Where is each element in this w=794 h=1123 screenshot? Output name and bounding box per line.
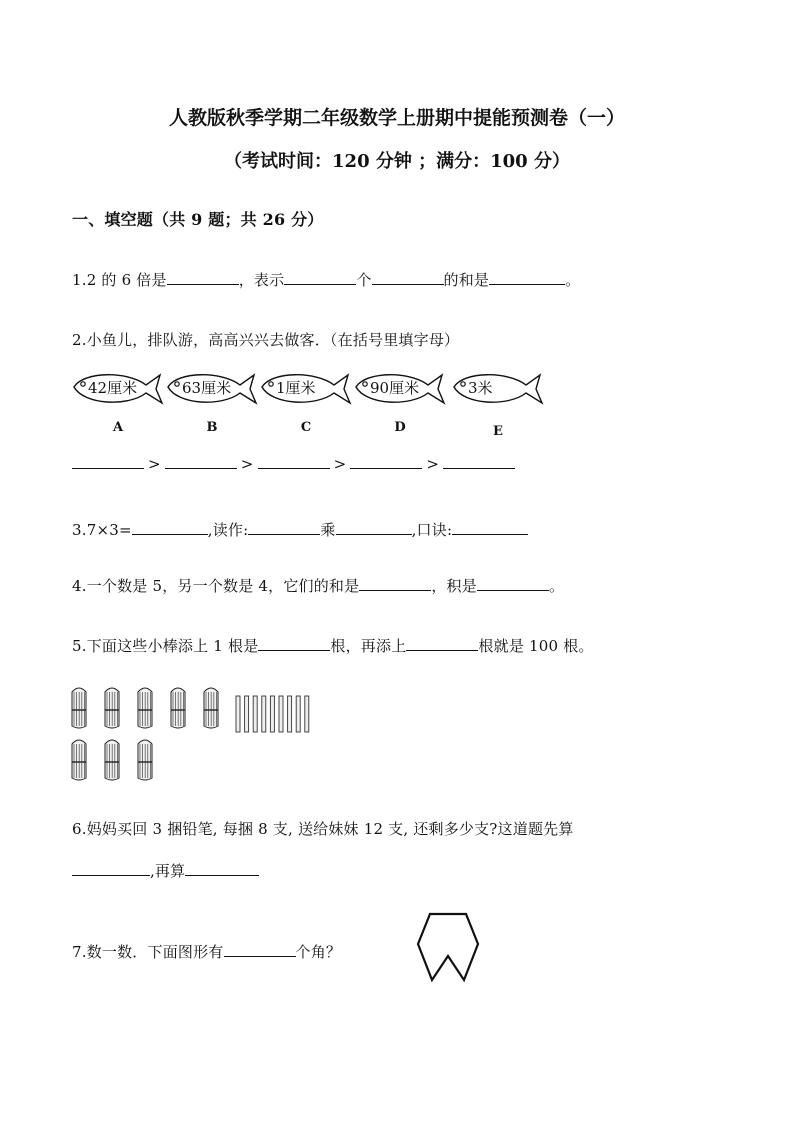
stick-bundle: [171, 688, 185, 728]
q2-blank-2[interactable]: [165, 467, 237, 469]
gt-sign-2: >: [240, 455, 254, 473]
q1-text-c: 个: [356, 271, 372, 289]
question-6-line-1: 6.妈妈买回 3 捆铅笔, 每捆 8 支, 送给妹妹 12 支, 还剩多少支?这道题先算: [72, 820, 574, 838]
q6-blank-2[interactable]: [185, 874, 259, 876]
q1-blank-1[interactable]: [167, 283, 239, 285]
page-title: 人教版秋季学期二年级数学上册期中提能预测卷（一）: [168, 107, 625, 129]
single-stick: [253, 696, 257, 732]
fish-letter: B: [206, 420, 218, 435]
fish-eye: [269, 382, 273, 386]
q4-text-c: 。: [548, 577, 565, 595]
question-6-line-2: [72, 860, 259, 881]
q6-blank-1[interactable]: [72, 874, 150, 876]
question-7: [72, 941, 341, 962]
q4-text-b: ，积是: [431, 577, 477, 595]
q3-blank-1[interactable]: [132, 533, 208, 535]
single-stick: [245, 696, 249, 732]
sticks-illustration: [68, 682, 328, 786]
fish-eye: [461, 382, 465, 386]
fish-length-label: 3米: [468, 379, 493, 397]
q1-text-b: ，表示: [238, 271, 285, 289]
fish-b: [168, 375, 256, 435]
q3-text-b: ,读作:: [207, 521, 249, 539]
q5-blank-2[interactable]: [406, 649, 478, 651]
single-stick: [296, 696, 300, 732]
single-stick: [236, 696, 240, 732]
fish-letter: D: [394, 420, 406, 435]
gt-sign-4: >: [426, 455, 440, 473]
stick-bundle: [105, 688, 119, 728]
fish-eye: [175, 382, 179, 386]
fish-d: [356, 375, 444, 435]
q1-blank-4[interactable]: [489, 283, 565, 285]
single-stick: [305, 696, 309, 732]
q7-text-b: 个角？: [295, 943, 342, 961]
stick-bundle: [138, 688, 152, 728]
polygon-shape: [418, 914, 478, 980]
gt-sign-1: >: [148, 455, 161, 473]
fish-letter: E: [493, 424, 503, 439]
stick-bundle: [138, 740, 152, 780]
q1-blank-3[interactable]: [372, 283, 444, 285]
q3-text-d: ,口诀:: [411, 521, 453, 539]
q2-blank-5[interactable]: [443, 467, 515, 469]
fish-a: [74, 375, 162, 435]
fish-letter: C: [300, 420, 312, 435]
fish-letter: A: [112, 420, 124, 435]
fish-e: [454, 375, 542, 439]
section-heading: 一、填空题（共 9 题；共 26 分）: [72, 210, 324, 229]
q3-blank-3[interactable]: [336, 533, 412, 535]
single-stick: [262, 696, 266, 732]
gt-sign-3: >: [333, 455, 347, 473]
stick-bundle: [105, 740, 119, 780]
q5-text-a: 5.下面这些小棒添上 1 根是: [72, 637, 259, 655]
q4-blank-1[interactable]: [359, 589, 431, 591]
q3-blank-2[interactable]: [248, 533, 320, 535]
polygon-figure: [412, 910, 484, 986]
page-subtitle: （考试时间：120 分钟 ；满分：100 分）: [224, 151, 570, 172]
fish-row: [70, 365, 560, 440]
q1-text-d: 的和是: [443, 271, 490, 289]
q6-text-b: ,再算: [150, 862, 186, 880]
fish-eye: [363, 382, 367, 386]
stick-bundle: [204, 688, 218, 728]
q2-blank-1[interactable]: [72, 467, 144, 469]
q5-blank-1[interactable]: [258, 649, 330, 651]
fish-length-label: 42厘米: [88, 379, 138, 397]
q3-blank-4[interactable]: [452, 533, 528, 535]
fish-eye: [81, 382, 85, 386]
q3-text-c: 乘: [320, 521, 336, 539]
question-1: [72, 269, 580, 290]
q3-text-a: 3.7×3=: [72, 521, 132, 539]
fish-length-label: 1厘米: [276, 379, 316, 397]
single-stick: [279, 696, 283, 732]
fish-length-label: 63厘米: [182, 379, 232, 397]
q7-blank-1[interactable]: [224, 955, 296, 957]
fish-c: [262, 375, 350, 435]
fish-length-label: 90厘米: [370, 379, 420, 397]
stick-bundle: [72, 688, 86, 728]
question-2-text: 2.小鱼儿，排队游，高高兴兴去做客．（在括号里填字母）: [72, 331, 460, 349]
q4-text-a: 4.一个数是 5，另一个数是 4，它们的和是: [72, 577, 360, 595]
q5-text-b: 根，再添上: [330, 637, 407, 655]
q2-blank-3[interactable]: [258, 467, 330, 469]
q1-text-a: 1.2 的 6 倍是: [72, 271, 167, 289]
q5-text-c: 根就是 100 根。: [478, 637, 594, 655]
question-4: [72, 575, 564, 596]
q1-blank-2[interactable]: [284, 283, 356, 285]
single-stick: [288, 696, 292, 732]
question-3: [72, 519, 528, 540]
q7-text-a: 7.数一数．下面图形有: [72, 943, 224, 961]
question-5: [72, 635, 594, 656]
stick-bundle: [72, 740, 86, 780]
q4-blank-2[interactable]: [477, 589, 549, 591]
q1-text-e: 。: [565, 271, 581, 289]
q2-blank-4[interactable]: [350, 467, 422, 469]
question-2-answer-row: [72, 455, 515, 473]
single-stick: [270, 696, 274, 732]
